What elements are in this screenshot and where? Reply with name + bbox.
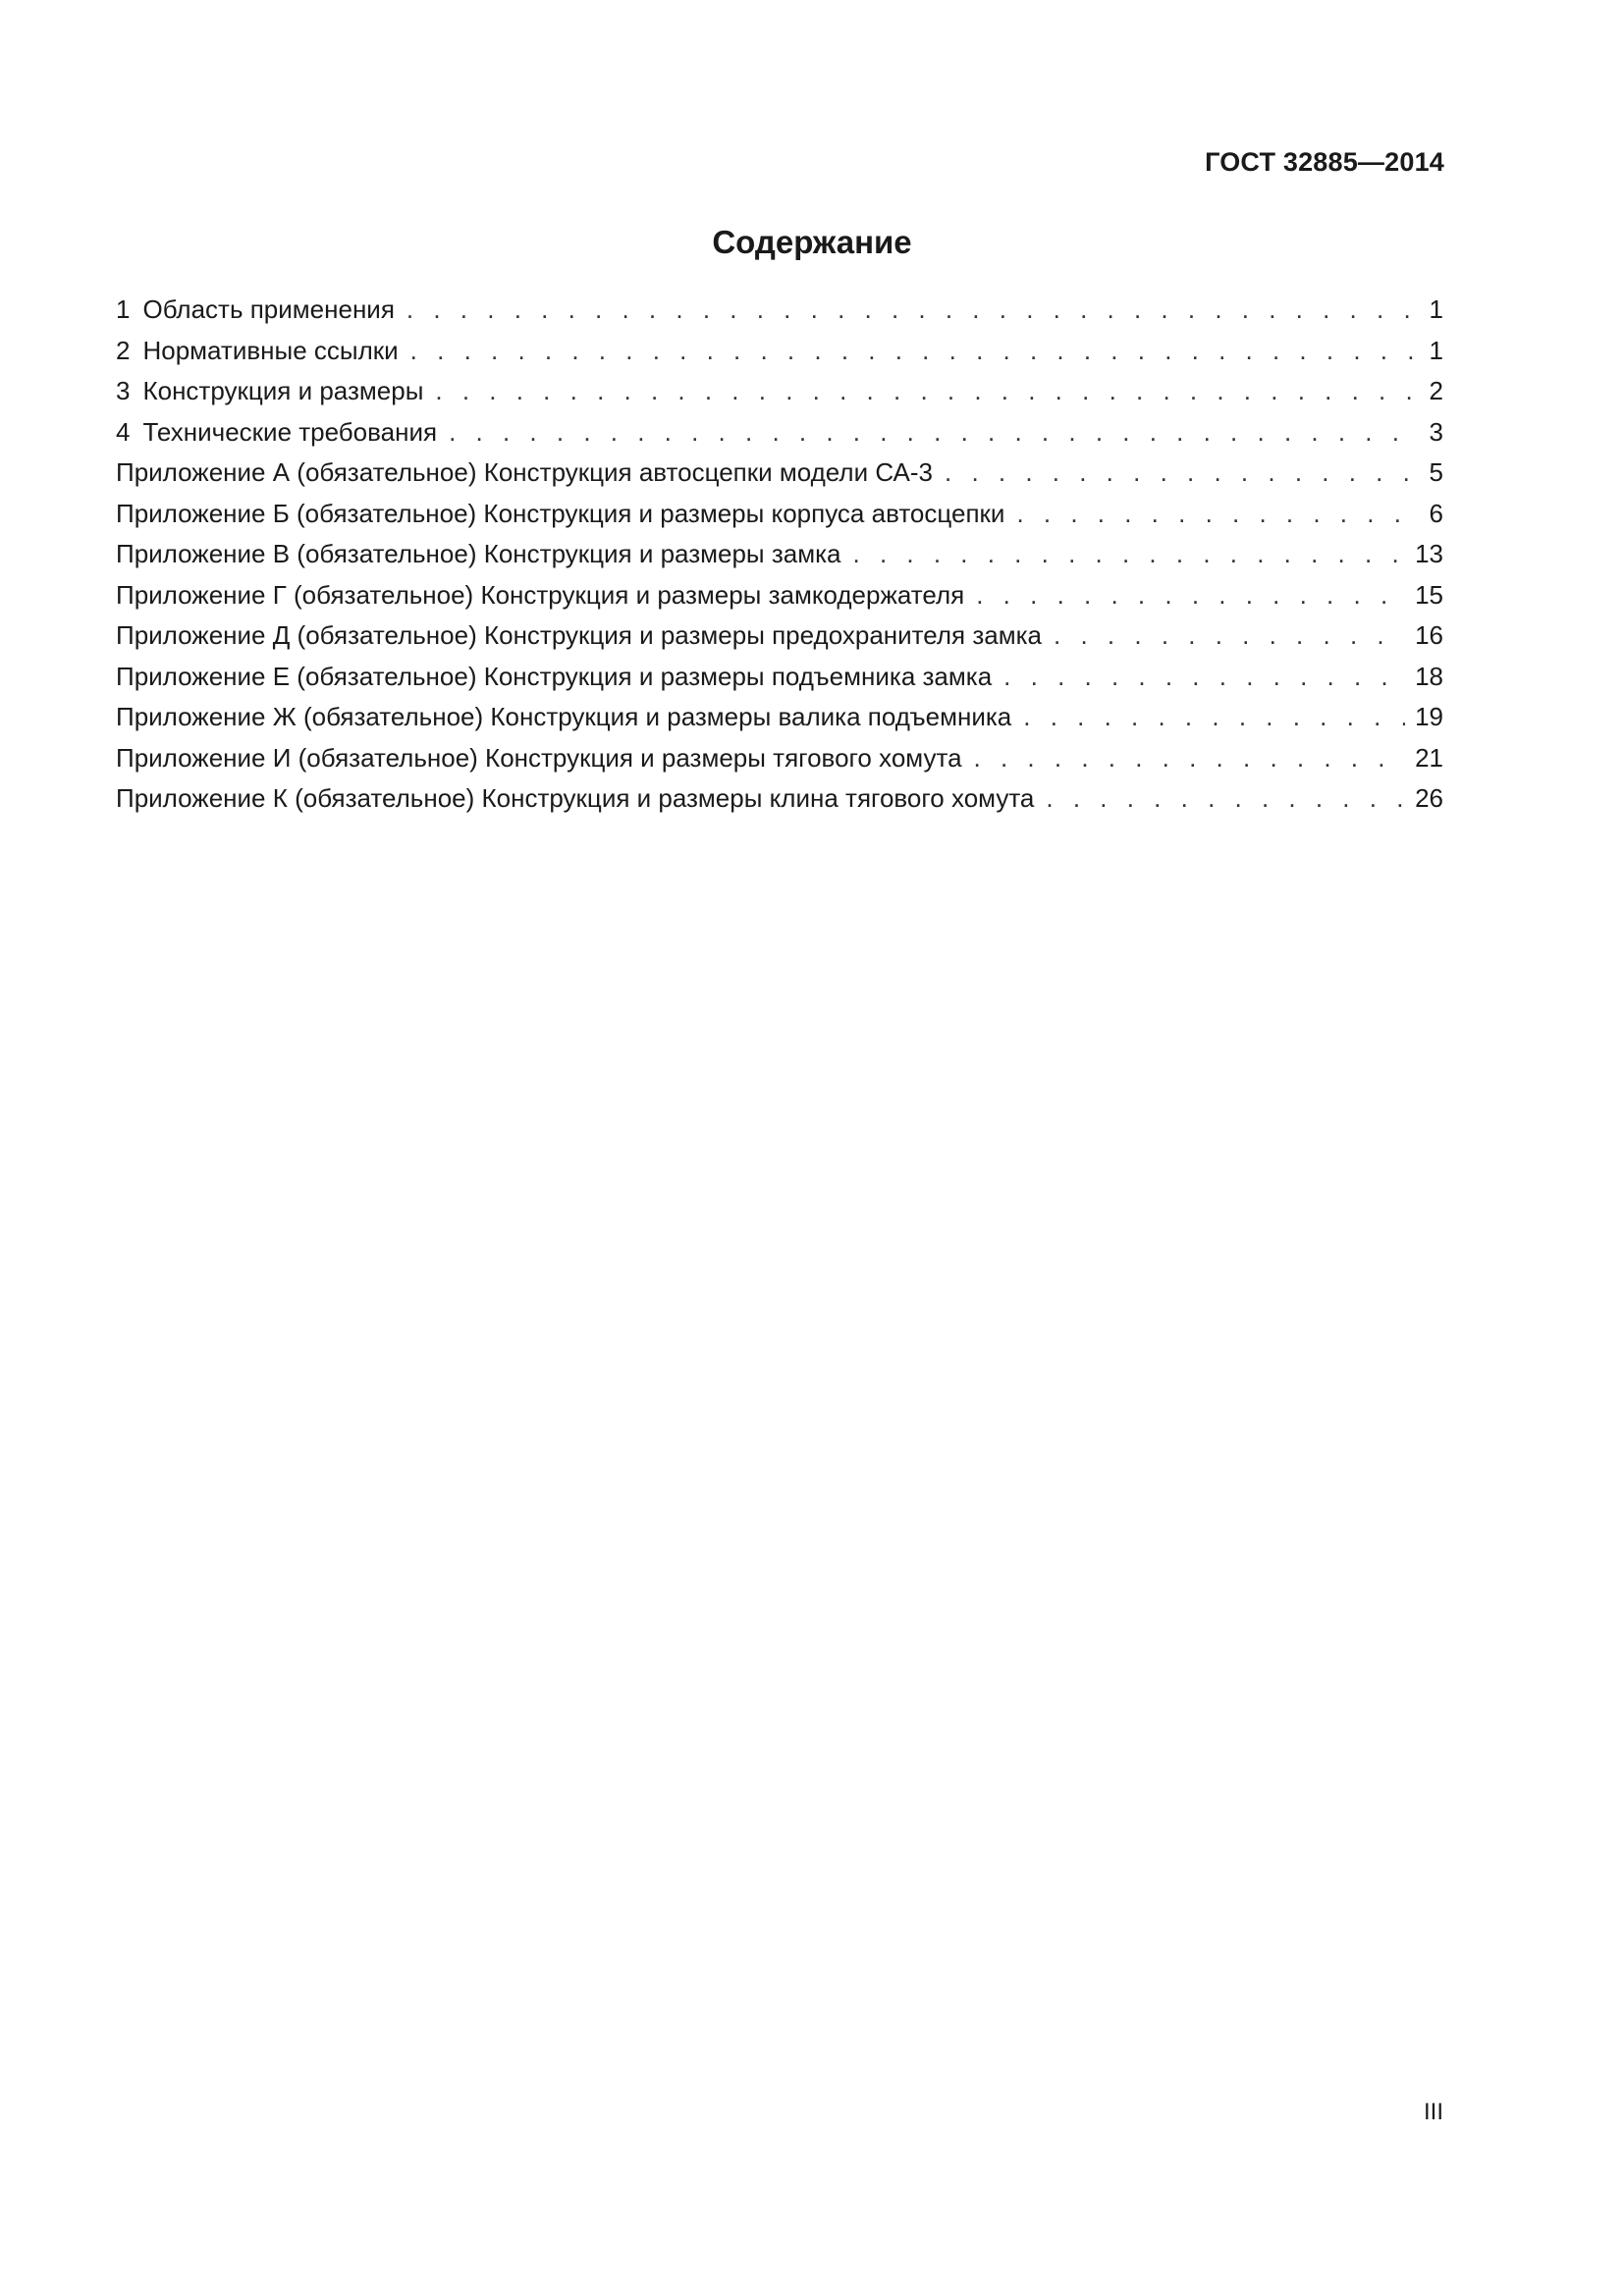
toc-entry-title: Приложение В (обязательное) Конструкция и размеры замка xyxy=(116,539,841,568)
dot-leader xyxy=(853,539,1406,569)
toc-entry-page: 6 xyxy=(1429,498,1443,528)
dot-leader xyxy=(976,580,1405,611)
toc-entry-page: 5 xyxy=(1429,457,1443,487)
toc-entry-number: 1 xyxy=(116,294,131,324)
table-of-contents xyxy=(116,294,1443,825)
toc-title: Содержание xyxy=(712,224,912,260)
toc-entry-number: 3 xyxy=(116,376,131,405)
toc-entry-number: 2 xyxy=(116,335,131,365)
toc-entry-appendix-g[interactable] xyxy=(116,580,1443,621)
toc-entry-page: 1 xyxy=(1429,294,1443,324)
dot-leader xyxy=(449,417,1419,448)
toc-entry-normative-references[interactable] xyxy=(116,336,1443,377)
toc-entry-page: 13 xyxy=(1415,539,1443,568)
dot-leader xyxy=(974,743,1406,774)
dot-leader xyxy=(1016,499,1419,529)
toc-entry-appendix-a[interactable] xyxy=(116,457,1443,499)
toc-entry-title: Технические требования xyxy=(142,416,438,447)
dot-leader xyxy=(1023,702,1405,732)
toc-entry-title: Область применения xyxy=(142,294,395,324)
toc-entry-page: 15 xyxy=(1415,579,1443,610)
toc-entry-title: Приложение Е (обязательное) Конструкция и размеры подъемника замка xyxy=(116,661,993,691)
toc-entry-title: Конструкция и размеры xyxy=(142,376,424,405)
toc-entry-design-dimensions[interactable] xyxy=(116,376,1443,417)
toc-entry-appendix-zh[interactable] xyxy=(116,702,1443,743)
toc-entry-page: 19 xyxy=(1415,702,1443,731)
dot-leader xyxy=(1003,662,1405,692)
dot-leader xyxy=(945,457,1420,488)
toc-entry-appendix-e[interactable] xyxy=(116,662,1443,703)
toc-entry-title: Приложение И (обязательное) Конструкция и размеры тягового хомута xyxy=(116,742,962,773)
toc-entry-scope[interactable] xyxy=(116,294,1443,336)
toc-entry-page: 21 xyxy=(1415,742,1443,773)
toc-entry-title: Приложение Г (обязательное) Конструкция и размеры замкодержателя xyxy=(116,579,965,610)
toc-entry-title: Приложение А (обязательное) Конструкция автосцепки модели СА-3 xyxy=(116,457,933,487)
dot-leader xyxy=(435,376,1419,406)
toc-entry-appendix-b[interactable] xyxy=(116,499,1443,540)
toc-entry-number: 4 xyxy=(116,416,131,447)
toc-entry-title: Приложение К (обязательное) Конструкция и размеры клина тягового хомута xyxy=(116,783,1035,813)
toc-entry-page: 16 xyxy=(1415,620,1443,650)
dot-leader xyxy=(1054,620,1405,651)
toc-entry-title: Нормативные ссылки xyxy=(142,335,399,365)
toc-entry-appendix-v[interactable] xyxy=(116,539,1443,580)
toc-entry-page: 18 xyxy=(1415,661,1443,691)
dot-leader xyxy=(406,294,1420,325)
toc-entry-appendix-d[interactable] xyxy=(116,620,1443,662)
page-number: III xyxy=(1423,2099,1443,2125)
toc-entry-technical-requirements[interactable] xyxy=(116,417,1443,458)
dot-leader xyxy=(1046,783,1405,814)
toc-entry-page: 3 xyxy=(1429,416,1443,447)
document-code: ГОСТ 32885—2014 xyxy=(1205,147,1444,177)
toc-entry-page: 2 xyxy=(1429,376,1443,405)
toc-entry-appendix-i[interactable] xyxy=(116,743,1443,784)
toc-entry-page: 26 xyxy=(1415,783,1443,813)
dot-leader xyxy=(410,336,1420,366)
toc-entry-title: Приложение Д (обязательное) Конструкция и размеры предохранителя замка xyxy=(116,620,1043,650)
toc-entry-title: Приложение Ж (обязательное) Конструкция и размеры валика подъемника xyxy=(116,702,1012,731)
toc-entry-page: 1 xyxy=(1429,335,1443,365)
toc-entry-appendix-k[interactable] xyxy=(116,783,1443,825)
toc-entry-title: Приложение Б (обязательное) Конструкция и размеры корпуса автосцепки xyxy=(116,498,1005,528)
